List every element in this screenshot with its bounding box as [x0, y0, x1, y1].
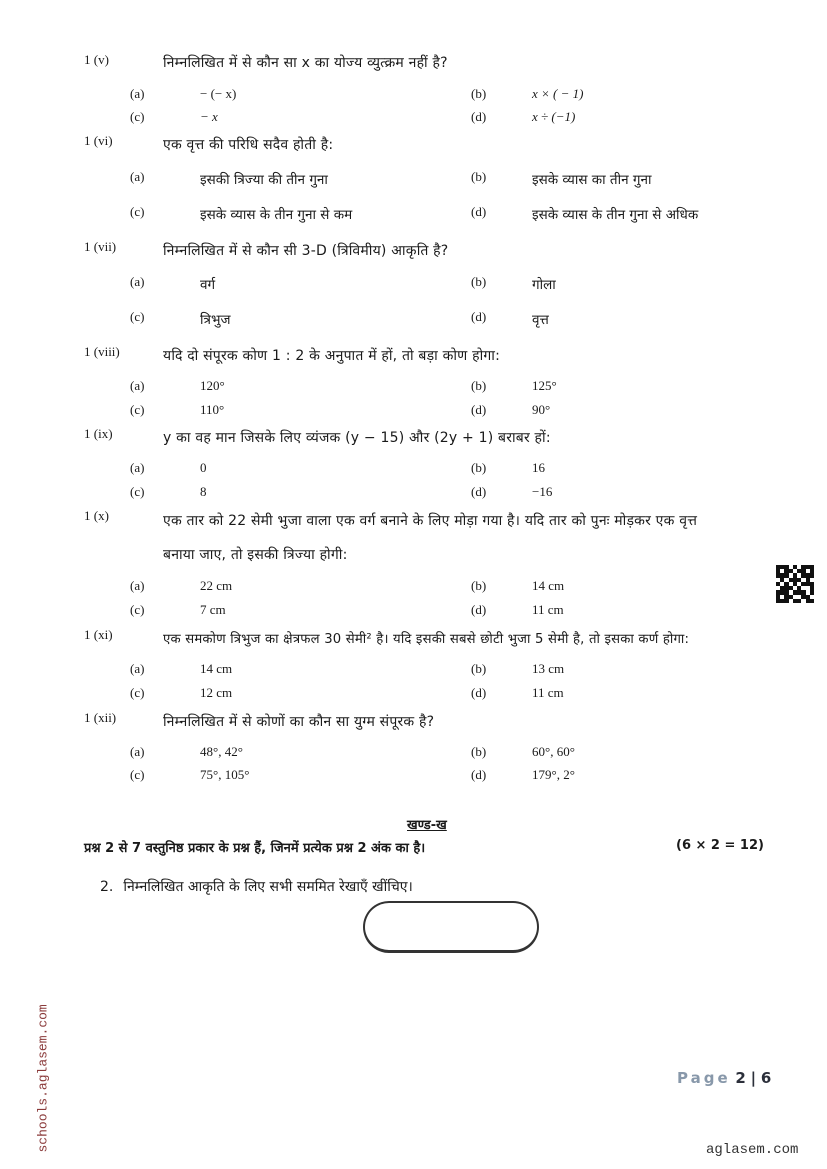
option-label-d: (d)	[471, 109, 487, 124]
option-label-b: (b)	[471, 378, 487, 393]
watermark-bottom: aglasem.com	[706, 1142, 799, 1158]
option-label-a: (a)	[130, 169, 145, 184]
option-label-d: (d)	[471, 204, 487, 219]
option-c: 75°, 105°	[200, 767, 250, 782]
option-b: 60°, 60°	[532, 744, 575, 759]
option-d: x ÷ (−1)	[532, 109, 576, 124]
option-b: x × ( − 1)	[532, 86, 584, 101]
option-b: 125°	[532, 378, 557, 393]
option-label-a: (a)	[130, 460, 145, 475]
option-a: वर्ग	[200, 277, 216, 293]
question-2	[100, 877, 413, 896]
page-current: 2	[735, 1069, 746, 1087]
option-b: 13 cm	[532, 661, 565, 676]
option-b: इसके व्यास का तीन गुना	[532, 172, 652, 188]
option-label-c: (c)	[130, 602, 145, 617]
question-number: 1 (v)	[84, 52, 109, 67]
option-label-b: (b)	[471, 578, 487, 593]
section-instruction: प्रश्न 2 से 7 वस्तुनिष्ठ प्रकार के प्रश्न हैं, जिनमें प्रत्येक प्रश्न 2 अंक का है।	[84, 841, 426, 856]
option-b: 16	[532, 460, 545, 475]
option-a: 120°	[200, 378, 225, 393]
question-number: 1 (vii)	[84, 239, 117, 254]
question-number: 1 (viii)	[84, 344, 120, 359]
question-text: यदि दो संपूरक कोण 1 : 2 के अनुपात में हों, तो बड़ा कोण होगा:	[163, 348, 501, 364]
option-label-d: (d)	[471, 602, 487, 617]
question-text: निम्नलिखित में से कौन सा x का योज्य व्युत्क्रम नहीं है?	[163, 55, 448, 71]
question-number: 1 (xii)	[84, 710, 117, 725]
option-label-d: (d)	[471, 767, 487, 782]
option-d: वृत्त	[532, 312, 549, 328]
option-label-b: (b)	[471, 460, 487, 475]
stadium-figure	[363, 901, 539, 953]
option-label-c: (c)	[130, 484, 145, 499]
option-a: − (− x)	[200, 86, 237, 101]
option-c: 7 cm	[200, 602, 226, 617]
option-label-d: (d)	[471, 484, 487, 499]
option-a: इसकी त्रिज्या की तीन गुना	[200, 172, 328, 188]
page-number	[677, 1069, 771, 1087]
page-word: Page	[677, 1069, 731, 1087]
option-label-a: (a)	[130, 86, 145, 101]
option-label-c: (c)	[130, 204, 145, 219]
option-label-b: (b)	[471, 744, 487, 759]
option-d: इसके व्यास के तीन गुना से अधिक	[532, 207, 699, 223]
option-label-c: (c)	[130, 309, 145, 324]
watermark-side: schools.aglasem.com	[35, 1004, 51, 1153]
question-text-line2: बनाया जाए, तो इसकी त्रिज्या होगी:	[163, 547, 348, 563]
option-label-a: (a)	[130, 274, 145, 289]
question-number: 1 (vi)	[84, 133, 113, 148]
option-a: 14 cm	[200, 661, 233, 676]
option-c: − x	[200, 109, 218, 124]
option-label-b: (b)	[471, 169, 487, 184]
question-number: 1 (x)	[84, 508, 109, 523]
option-label-d: (d)	[471, 685, 487, 700]
option-c: त्रिभुज	[200, 312, 231, 328]
option-label-c: (c)	[130, 109, 145, 124]
option-label-c: (c)	[130, 685, 145, 700]
question-text: y का वह मान जिसके लिए व्यंजक (y − 15) और (2y + 1) बराबर हों:	[163, 430, 551, 446]
option-d: 11 cm	[532, 602, 564, 617]
option-a: 22 cm	[200, 578, 233, 593]
option-label-a: (a)	[130, 378, 145, 393]
option-label-d: (d)	[471, 402, 487, 417]
option-d: 179°, 2°	[532, 767, 575, 782]
option-c: 8	[200, 484, 207, 499]
question-number: 1 (xi)	[84, 627, 113, 642]
question-text: एक समकोण त्रिभुज का क्षेत्रफल 30 सेमी² है। यदि इसकी सबसे छोटी भुजा 5 सेमी है, तो इसका कर्ण होगा:	[163, 632, 690, 647]
option-d: −16	[532, 484, 553, 499]
option-label-b: (b)	[471, 274, 487, 289]
page-separator: |	[750, 1069, 757, 1087]
section-marks: (6 × 2 = 12)	[676, 838, 764, 853]
option-d: 90°	[532, 402, 551, 417]
option-label-c: (c)	[130, 767, 145, 782]
option-label-c: (c)	[130, 402, 145, 417]
question-text: एक वृत्त की परिधि सदैव होती है:	[163, 137, 334, 153]
question-number: 2.	[100, 879, 114, 895]
question-number: 1 (ix)	[84, 426, 113, 441]
page-total: 6	[760, 1069, 772, 1087]
option-d: 11 cm	[532, 685, 564, 700]
option-c: इसके व्यास के तीन गुना से कम	[200, 207, 353, 223]
option-label-b: (b)	[471, 86, 487, 101]
option-c: 110°	[200, 402, 225, 417]
option-label-a: (a)	[130, 744, 145, 759]
option-a: 48°, 42°	[200, 744, 243, 759]
question-text: निम्नलिखित में से कोणों का कौन सा युग्म संपूरक है?	[163, 714, 435, 730]
question-text: निम्नलिखित में से कौन सी 3-D (त्रिविमीय) आकृति है?	[163, 243, 449, 259]
option-label-b: (b)	[471, 661, 487, 676]
option-b: गोला	[532, 277, 556, 293]
qr-code	[776, 565, 814, 603]
question-text: एक तार को 22 सेमी भुजा वाला एक वर्ग बनाने के लिए मोड़ा गया है। यदि तार को पुनः मोड़कर एक वृत्त	[163, 513, 698, 529]
option-a: 0	[200, 460, 207, 475]
option-b: 14 cm	[532, 578, 565, 593]
question-text: निम्नलिखित आकृति के लिए सभी सममित रेखाएँ खींचिए।	[123, 879, 413, 895]
option-label-d: (d)	[471, 309, 487, 324]
option-label-a: (a)	[130, 661, 145, 676]
option-label-a: (a)	[130, 578, 145, 593]
option-c: 12 cm	[200, 685, 233, 700]
section-title: खण्ड-ख	[407, 818, 447, 833]
